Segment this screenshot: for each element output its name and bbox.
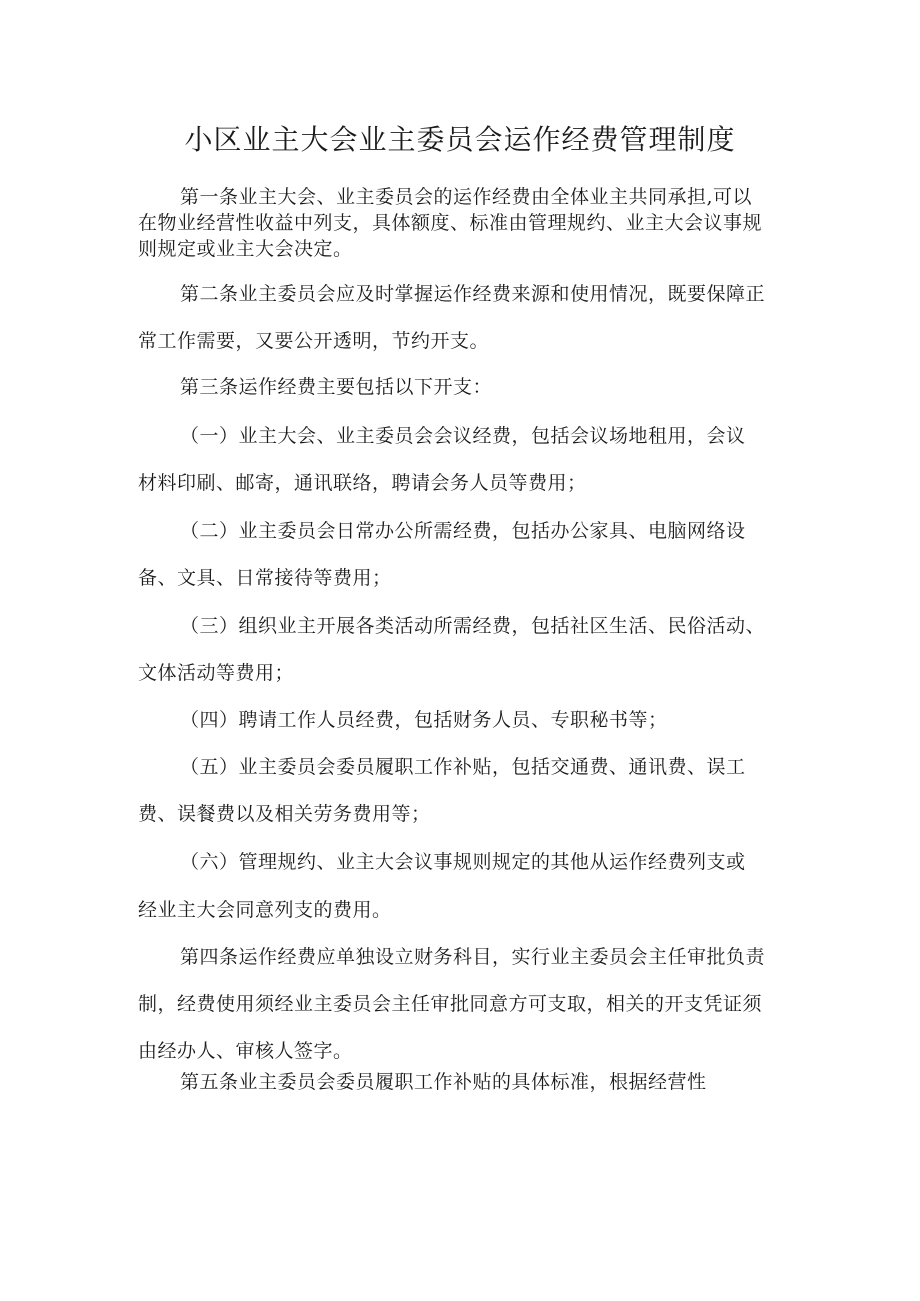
item-6-line-2: 经业主大会同意列支的费用。 (138, 899, 392, 921)
item-1-line-1: （一）业主大会、业主委员会会议经费，包括会议场地租用，会议 (180, 425, 746, 447)
article-2-line-2: 常工作需要，又要公开透明，节约开支。 (138, 330, 490, 352)
article-4-line-3: 由经办人、审核人签字。 (138, 1040, 353, 1062)
article-4-line-2: 制，经费使用须经业主委员会主任审批同意方可支取，相关的开支凭证须 (138, 993, 763, 1015)
item-1-line-2: 材料印刷、邮寄，通讯联络，聘请会务人员等费用； (138, 472, 587, 494)
article-4-line-1: 第四条运作经费应单独设立财务科目，实行业主委员会主任审批负责 (180, 946, 766, 968)
item-3-line-1: （三）组织业主开展各类活动所需经费，包括社区生活、民俗活动、 (180, 615, 766, 637)
document-title: 小区业主大会业主委员会运作经费管理制度 (184, 123, 736, 156)
article-2-line-1: 第二条业主委员会应及时掌握运作经费来源和使用情况，既要保障正 (180, 283, 766, 305)
item-6-line-1: （六）管理规约、业主大会议事规则规定的其他从运作经费列支或 (180, 851, 746, 873)
item-2-line-1: （二）业主委员会日常办公所需经费，包括办公家具、电脑网络设 (180, 520, 746, 542)
article-1-line-1: 第一条业主大会、业主委员会的运作经费由全体业主共同承担,可以 (180, 186, 753, 208)
item-5-line-1: （五）业主委员会委员履职工作补贴，包括交通费、通讯费、误工 (180, 756, 746, 778)
item-4-line-1: （四）聘请工作人员经费，包括财务人员、专职秘书等； (180, 709, 668, 731)
item-3-line-2: 文体活动等费用； (138, 662, 295, 684)
item-2-line-2: 备、文具、日常接待等费用； (138, 567, 392, 589)
article-1-line-3: 则规定或业主大会决定。 (138, 238, 353, 260)
item-5-line-2: 费、误餐费以及相关劳务费用等； (138, 803, 431, 825)
article-5-line-1: 第五条业主委员会委员履职工作补贴的具体标准，根据经营性 (180, 1071, 707, 1093)
article-3-line-1: 第三条运作经费主要包括以下开支： (180, 376, 493, 398)
article-1-line-2: 在物业经营性收益中列支，具体额度、标准由管理规约、业主大会议事规 (138, 212, 763, 234)
